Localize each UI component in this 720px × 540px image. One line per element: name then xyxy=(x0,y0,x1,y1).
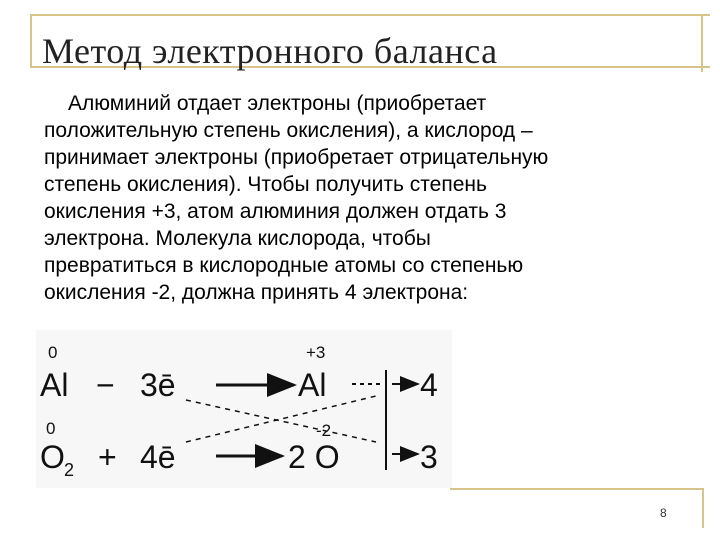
row2-electrons: 4ē xyxy=(140,439,176,475)
slide-title: Метод электронного баланса xyxy=(42,31,498,71)
paragraph-line: превратиться в кислородные атомы со степенью xyxy=(44,254,524,277)
paragraph-line: степень окисления). Чтобы получить степень xyxy=(44,173,487,196)
paragraph-line: электрона. Молекула кислорода, чтобы xyxy=(44,227,431,250)
paragraph-line: положительную степень окисления), а кислород – xyxy=(44,119,533,142)
o2-subscript: 2 xyxy=(64,460,75,480)
al-reactant: Al xyxy=(40,367,69,403)
al-initial-oxidation-state: 0 xyxy=(48,343,58,362)
frame-bottom-line xyxy=(450,488,704,490)
o2-reactant: O xyxy=(40,439,65,475)
frame-bottom-right-line xyxy=(702,488,704,528)
al-multiplier: 4 xyxy=(420,367,438,403)
al-final-oxidation-state: +3 xyxy=(306,343,326,362)
al-product: Al xyxy=(298,367,327,403)
o-final-oxidation-state: -2 xyxy=(316,421,332,440)
paragraph-line: окисления +3, атом алюминия должен отдать 3 xyxy=(44,200,507,223)
cross-dashed-line-down xyxy=(186,400,376,442)
page-number: 8 xyxy=(660,506,667,520)
paragraph-line: принимает электроны (приобретает отрицательную xyxy=(44,146,549,169)
equation-graphic xyxy=(36,330,452,488)
body-paragraph xyxy=(44,90,694,306)
electron-balance-equation xyxy=(36,330,452,488)
frame-top-line xyxy=(30,14,710,16)
row2-operator: + xyxy=(98,439,117,475)
row1-electrons: 3ē xyxy=(140,367,176,403)
cross-dashed-line-up xyxy=(186,396,376,442)
o-multiplier: 3 xyxy=(420,439,438,475)
paragraph-line: окисления -2, должна принять 4 электрона: xyxy=(44,281,469,304)
frame-right-line xyxy=(701,14,703,72)
row1-operator: − xyxy=(96,367,115,403)
o-initial-oxidation-state: 0 xyxy=(46,419,56,438)
o-product: 2 O xyxy=(288,439,340,475)
paragraph-line: Алюминий отдает электроны (приобретает xyxy=(68,92,487,115)
frame-left-line xyxy=(30,14,32,66)
